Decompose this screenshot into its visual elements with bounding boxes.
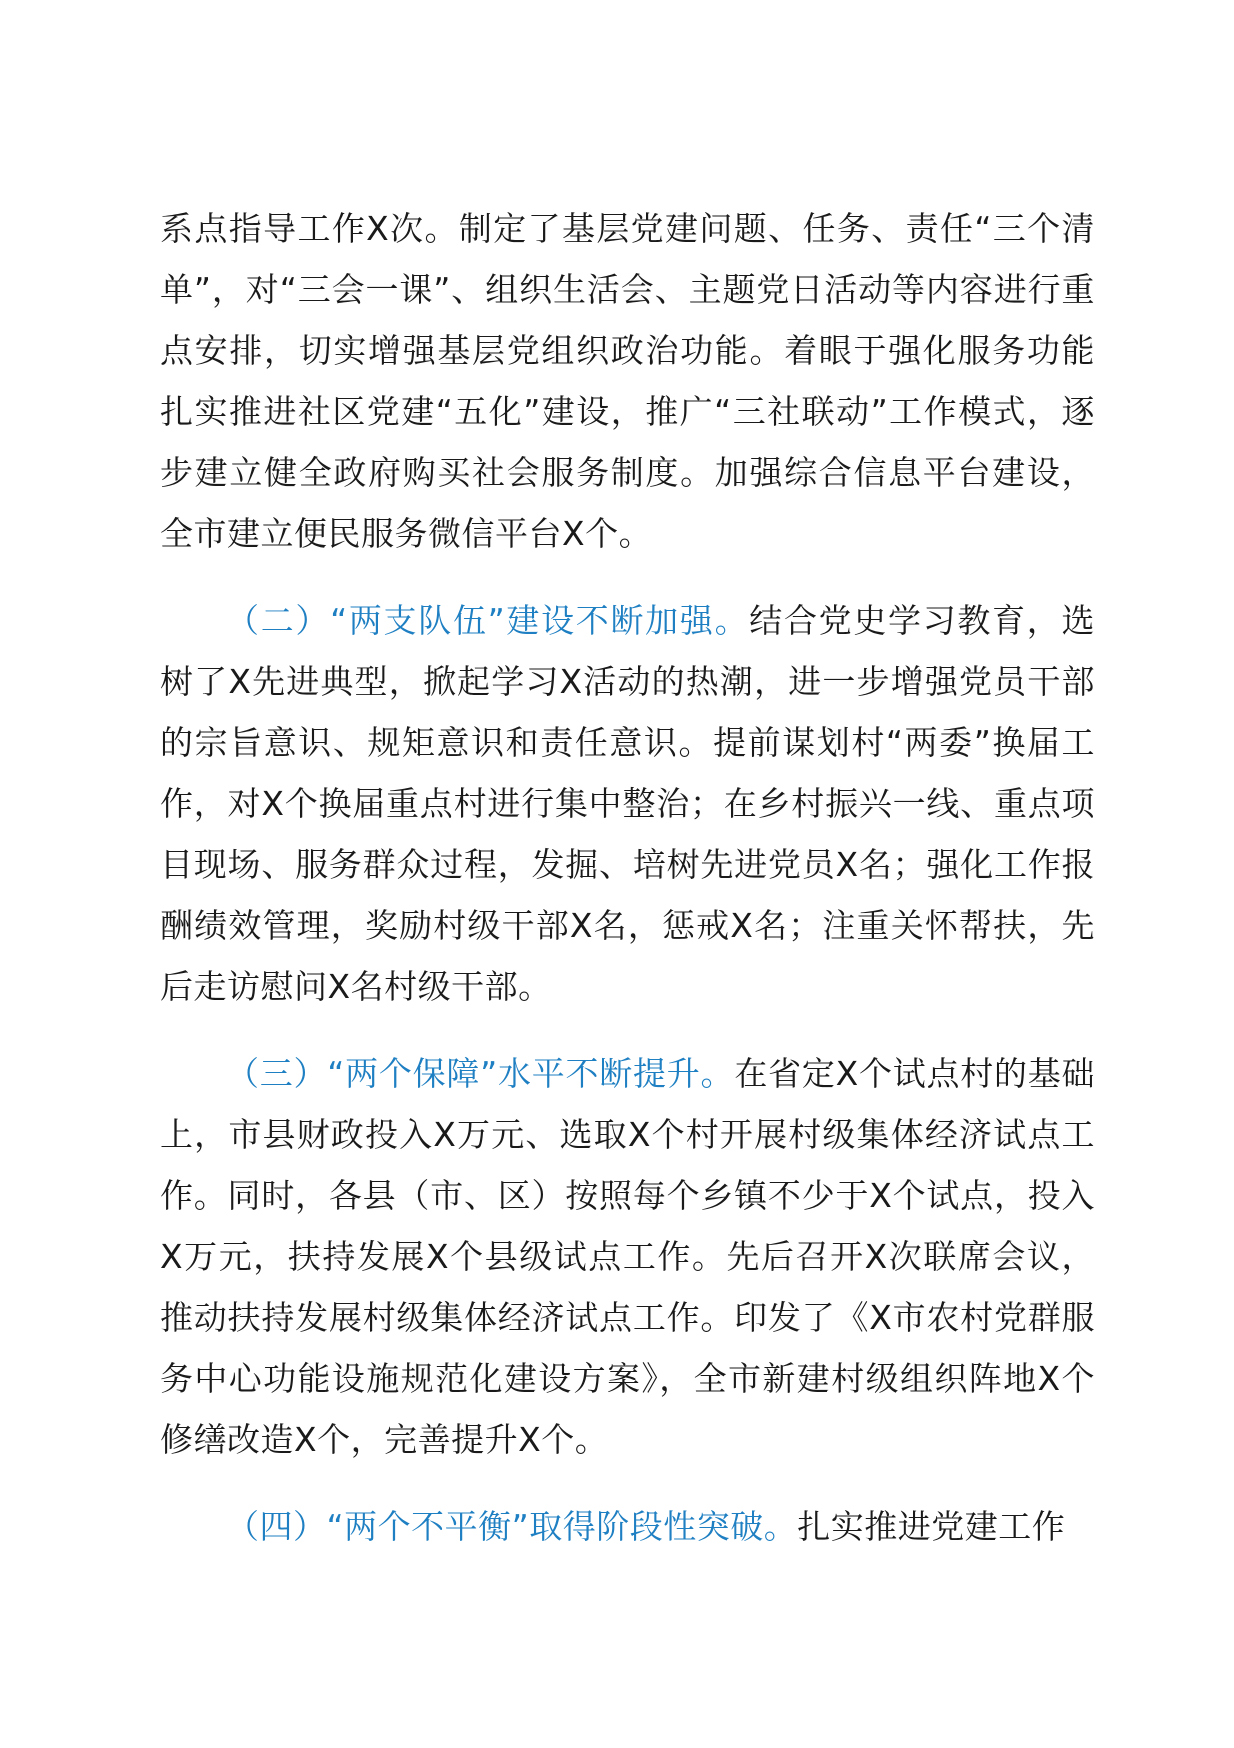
section-heading: （三）“两个保障”水平不断提升。 xyxy=(226,1054,735,1093)
paragraph-body: 在省定X个试点村的基础上，市县财政投入X万元、选取X个村开展村级集体经济试点工作。同时，各县（市、区）按照每个乡镇不少于X个试点，投入X万元，扶持发展X个县级试点工作。先后召开X次联席会议，推动扶持发展村级集体经济试点工作。印发了《X市农村党群服务中心功能设施规范化建设方案》，全市新建村级组织阵地X个修缮改造X个，完善提升X个。 xyxy=(160,1054,1095,1459)
paragraph-section-4 xyxy=(160,1496,1095,1557)
paragraph-section-2 xyxy=(160,590,1095,1017)
paragraph-body: 扎实推进党建工作 xyxy=(797,1507,1066,1546)
paragraph-section-3 xyxy=(160,1043,1095,1470)
document-page xyxy=(160,198,1095,1557)
section-heading: （二）“两支队伍”建设不断加强。 xyxy=(226,601,750,640)
paragraph-body: 结合党史学习教育，选树了X先进典型，掀起学习X活动的热潮，进一步增强党员干部的宗旨意识、规矩意识和责任意识。提前谋划村“两委”换届工作，对X个换届重点村进行集中整治；在乡村振兴一线、重点项目现场、服务群众过程，发掘、培树先进党员X名；强化工作报酬绩效管理，奖励村级干部X名，惩戒X名；注重关怀帮扶，先后走访慰问X名村级干部。 xyxy=(160,601,1095,1006)
section-heading: （四）“两个不平衡”取得阶段性突破。 xyxy=(226,1507,798,1546)
paragraph-continuation xyxy=(160,198,1095,564)
paragraph-body: 系点指导工作X次。制定了基层党建问题、任务、责任“三个清单”，对“三会一课”、组织生活会、主题党日活动等内容进行重点安排，切实增强基层党组织政治功能。着眼于强化服务功能扎实推进社区党建“五化”建设，推广“三社联动”工作模式，逐步建立健全政府购买社会服务制度。加强综合信息平台建设，全市建立便民服务微信平台X个。 xyxy=(160,209,1095,553)
